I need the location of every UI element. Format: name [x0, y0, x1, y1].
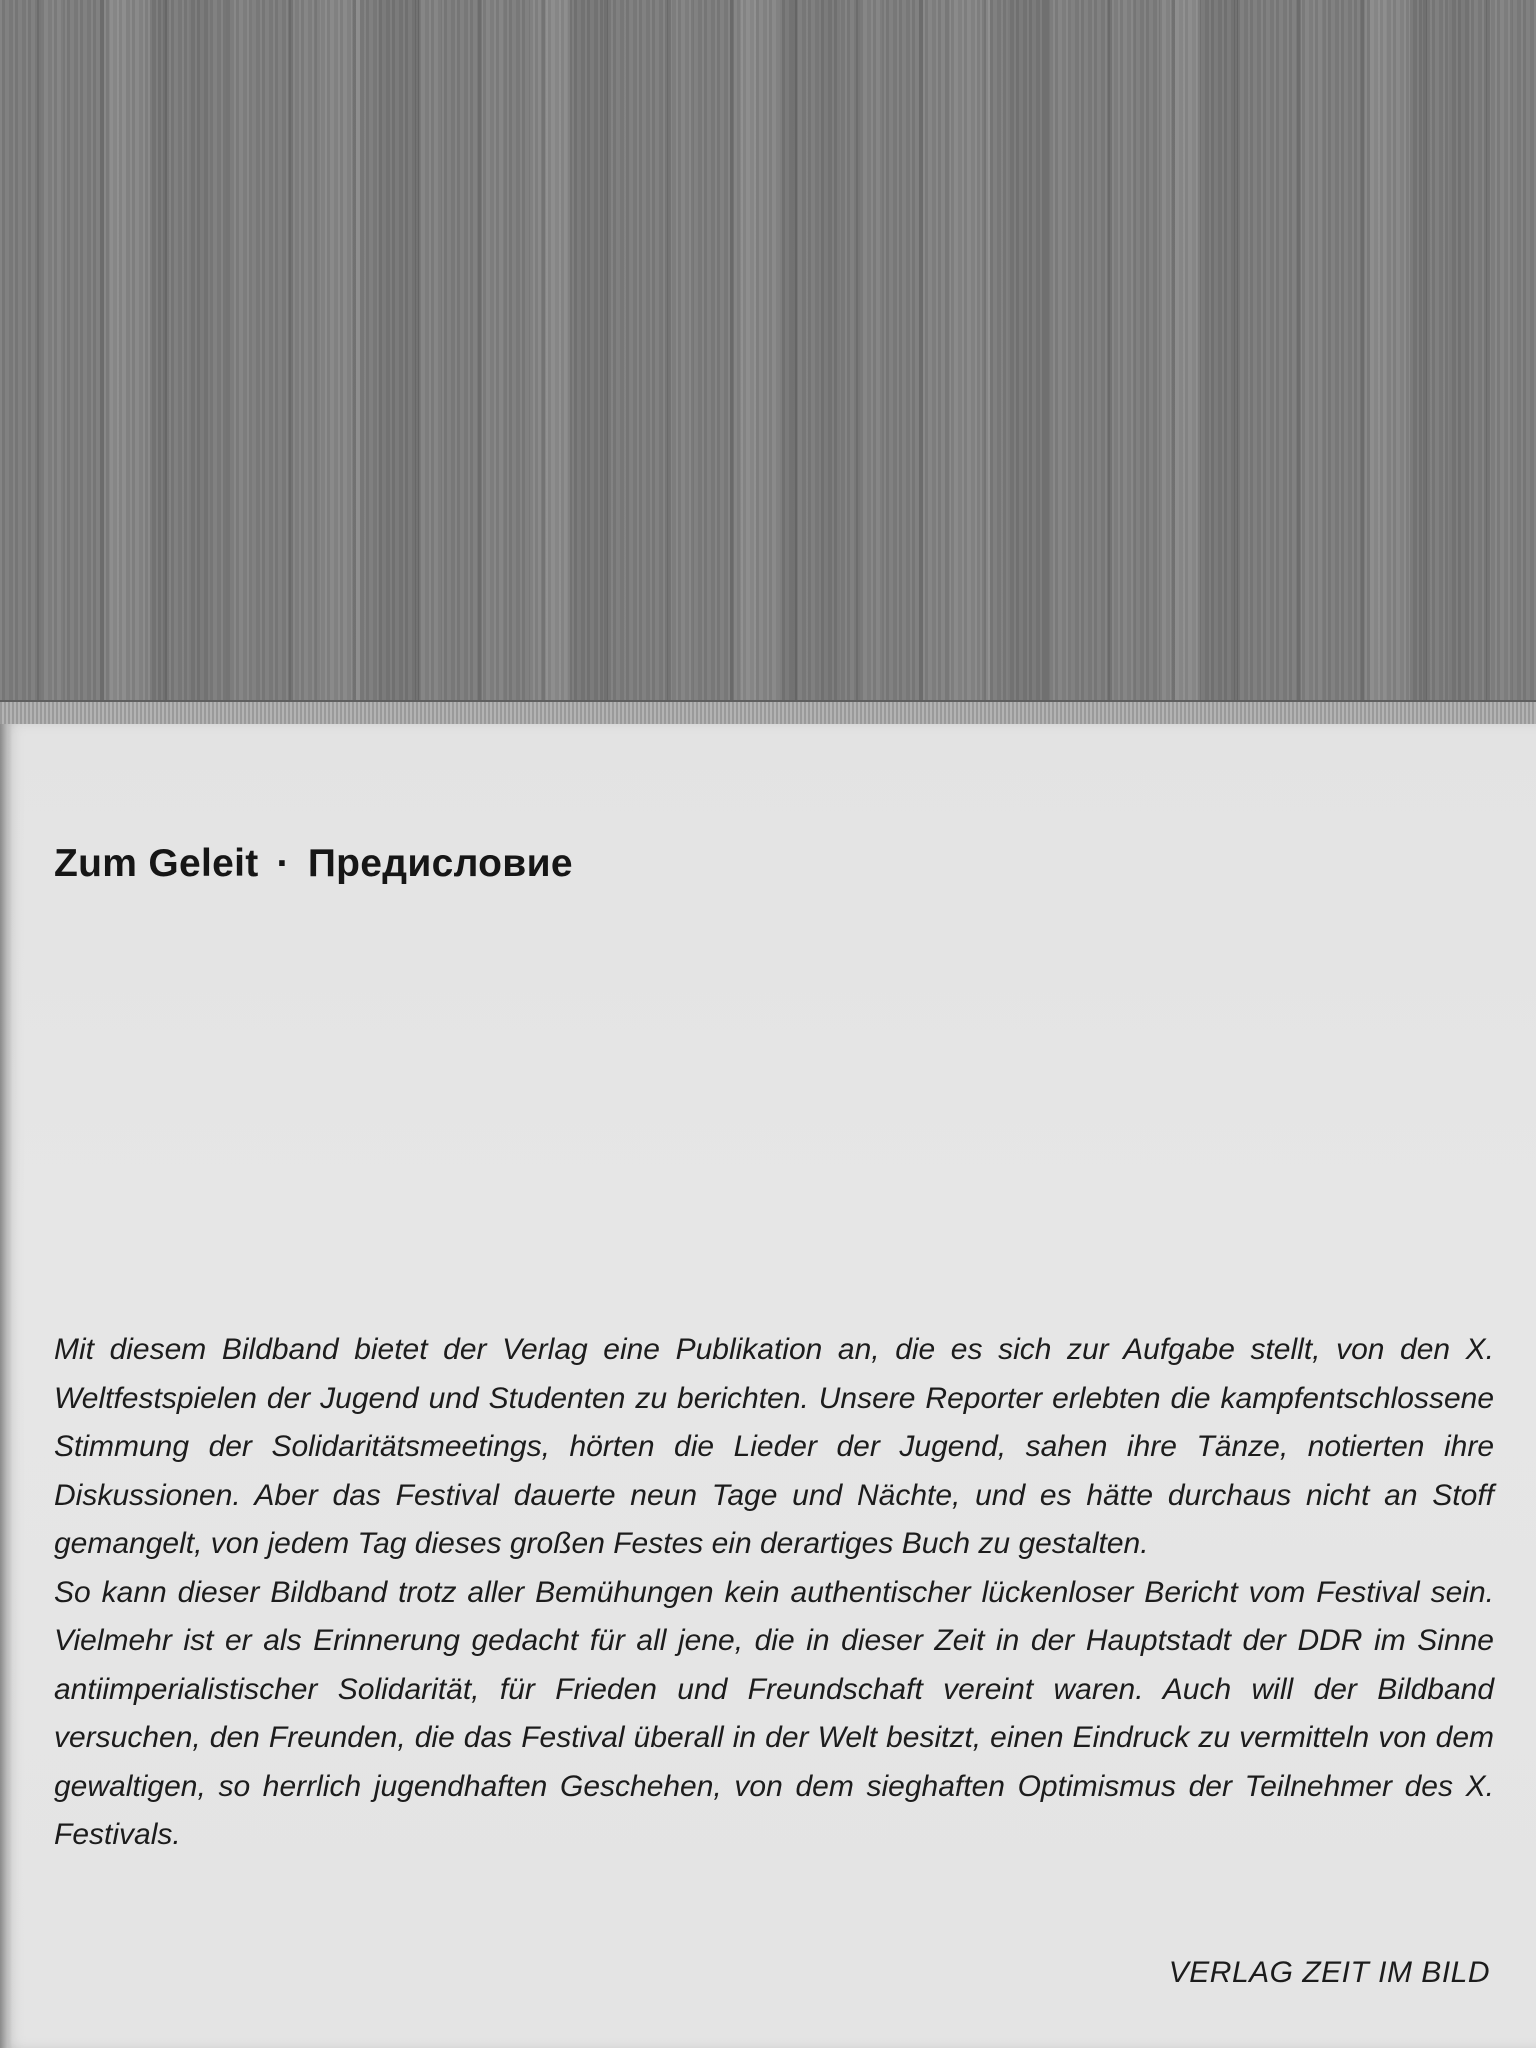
page-gutter-shadow — [0, 724, 12, 2048]
foreword-paragraph-1: Mit diesem Bildband bietet der Verlag eine Publikation an, die es sich zur Aufgabe stellt, von den X. Weltfestspielen der Jugend und Studenten zu berichten. Unsere Reporter erlebten die kampfentschlossene Stimmung der Solidaritätsmeetings, hörten die Lieder der Jugend, sahen ihre Tänze, notierten ihre Diskussionen. Aber das Festival dauerte neun Tage und Nächte, und es hätte durchaus nicht an Stoff gemangelt, von jedem Tag dieses großen Festes ein derartiges Buch zu gestalten. — [54, 1333, 1494, 1560]
page-heading — [54, 842, 573, 886]
publisher-signature: VERLAG ZEIT IM BILD — [1168, 1956, 1490, 1989]
foreword-text — [54, 1326, 1494, 1860]
foreword-paragraph-2: So kann dieser Bildband trotz aller Bemühungen kein authentischer lückenloser Bericht vom Festival sein. Vielmehr ist er als Erinnerung gedacht für all jene, die in dieser Zeit in der Hauptstadt der DDR im Sinne antiimperialistischer Solidarität, für Frieden und Freundschaft vereint waren. Auch will der Bildband versuchen, den Freunden, die das Festival überall in der Welt besitzt, einen Eindruck zu vermitteln von dem gewaltigen, so herrlich jugendhaften Geschehen, von dem sieghaften Optimismus der Teilnehmer des X. Festivals. — [54, 1575, 1494, 1851]
heading-separator: · — [276, 842, 290, 885]
heading-german: Zum Geleit — [54, 842, 259, 885]
heading-russian: Предисловие — [307, 842, 573, 885]
wooden-table-background — [0, 0, 1536, 712]
